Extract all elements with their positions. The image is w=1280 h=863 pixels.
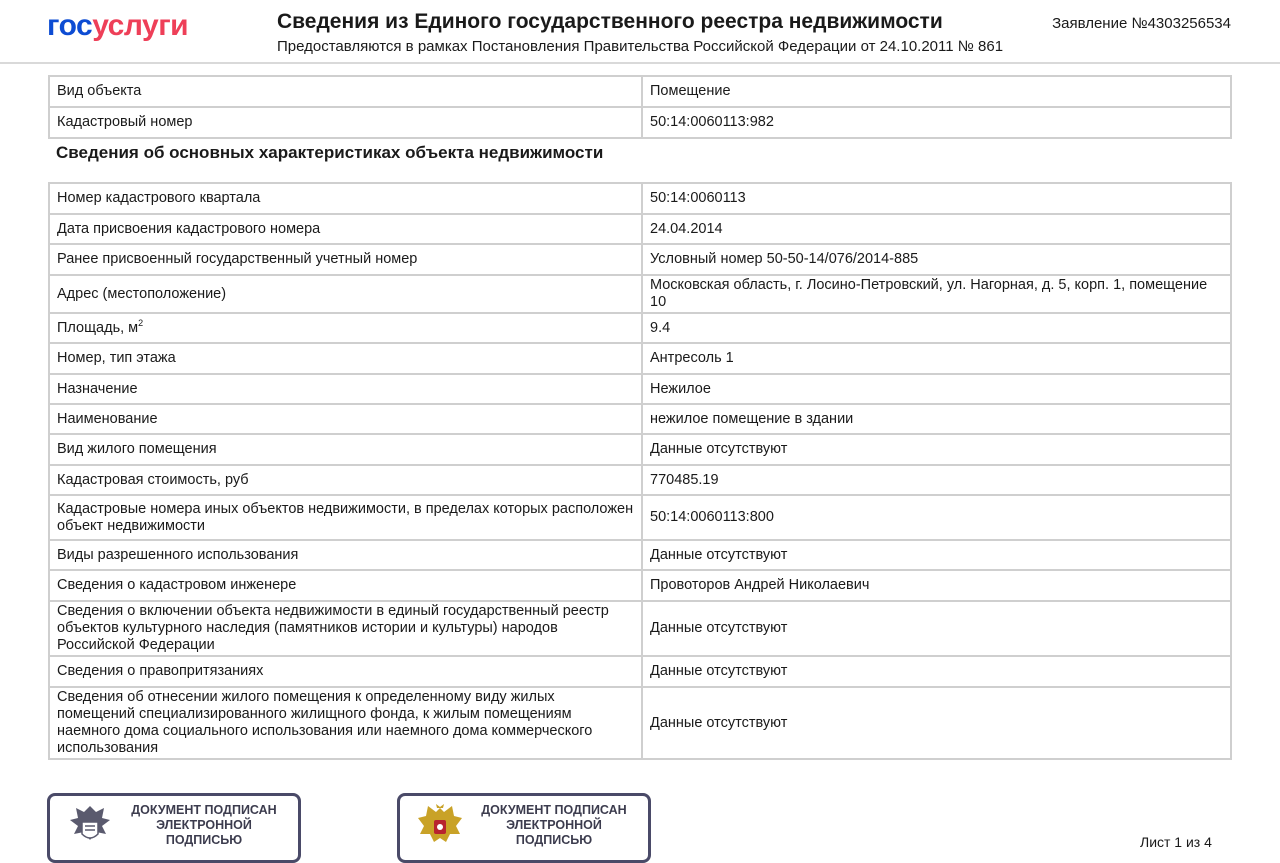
row-label: Наименование <box>49 404 642 434</box>
row-label: Ранее присвоенный государственный учетный номер <box>49 244 642 275</box>
row-label: Виды разрешенного использования <box>49 540 642 570</box>
table-row <box>49 275 1231 313</box>
row-label: Дата присвоения кадастрового номера <box>49 214 642 244</box>
rosreestr-emblem-icon <box>66 802 114 852</box>
area-unit-superscript: 2 <box>138 317 144 328</box>
electronic-signature-stamp[interactable] <box>47 793 301 863</box>
row-value: 50:14:0060113:800 <box>642 495 1231 540</box>
area-label <box>49 313 642 343</box>
logo-part-uslugi: услуги <box>92 9 189 42</box>
page-number: Лист 1 из 4 <box>1140 834 1212 850</box>
row-label: Номер кадастрового квартала <box>49 183 642 214</box>
object-type-label: Вид объекта <box>49 76 642 107</box>
document-title: Сведения из Единого государственного реестра недвижимости <box>277 10 943 33</box>
table-row <box>49 495 1231 540</box>
row-value: Условный номер 50-50-14/076/2014-885 <box>642 244 1231 275</box>
application-number: Заявление №4303256534 <box>1052 15 1231 32</box>
table-row <box>49 601 1231 656</box>
table-row <box>49 570 1231 601</box>
electronic-signature-stamp[interactable] <box>397 793 651 863</box>
cadastral-number-value: 50:14:0060113:982 <box>642 107 1231 138</box>
row-value: 24.04.2014 <box>642 214 1231 244</box>
stamp-text: ДОКУМЕНТ ПОДПИСАН ЭЛЕКТРОННОЙ ПОДПИСЬЮ <box>481 803 627 847</box>
stamp-text: ДОКУМЕНТ ПОДПИСАН ЭЛЕКТРОННОЙ ПОДПИСЬЮ <box>131 803 277 847</box>
characteristics-table <box>48 182 1232 760</box>
row-label: Вид жилого помещения <box>49 434 642 465</box>
row-value: Данные отсутствуют <box>642 601 1231 656</box>
row-value: Данные отсутствуют <box>642 540 1231 570</box>
row-label: Сведения о кадастровом инженере <box>49 570 642 601</box>
row-label: Сведения о правопритязаниях <box>49 656 642 687</box>
row-value: Данные отсутствуют <box>642 434 1231 465</box>
table-row <box>49 404 1231 434</box>
row-value: Данные отсутствуют <box>642 687 1231 759</box>
cadastral-number-label: Кадастровый номер <box>49 107 642 138</box>
row-label: Кадастровые номера иных объектов недвижимости, в пределах которых расположен объект недвижимости <box>49 495 642 540</box>
object-type-value: Помещение <box>642 76 1231 107</box>
document-subtitle: Предоставляются в рамках Постановления Правительства Российской Федерации от 24.10.2011 № 861 <box>277 38 1004 55</box>
page-header <box>0 0 1280 64</box>
table-row <box>49 465 1231 495</box>
row-label: Адрес (местоположение) <box>49 275 642 313</box>
row-label: Номер, тип этажа <box>49 343 642 374</box>
table-row <box>49 343 1231 374</box>
table-row <box>49 107 1231 138</box>
row-value: нежилое помещение в здании <box>642 404 1231 434</box>
row-value: 50:14:0060113 <box>642 183 1231 214</box>
table-row <box>49 183 1231 214</box>
table-row <box>49 687 1231 759</box>
row-value: 9.4 <box>642 313 1231 343</box>
table-row <box>49 214 1231 244</box>
row-value: Провоторов Андрей Николаевич <box>642 570 1231 601</box>
row-value: Данные отсутствуют <box>642 656 1231 687</box>
table-row <box>49 434 1231 465</box>
gosuslugi-logo[interactable] <box>47 8 188 44</box>
table-row <box>49 313 1231 343</box>
row-label: Назначение <box>49 374 642 404</box>
table-row <box>49 656 1231 687</box>
row-label: Сведения о включении объекта недвижимости в единый государственный реестр объектов культурного наследия (памятников истории и культуры) народов Российской Федерации <box>49 601 642 656</box>
row-value: 770485.19 <box>642 465 1231 495</box>
row-label: Кадастровая стоимость, руб <box>49 465 642 495</box>
table-row <box>49 244 1231 275</box>
logo-part-gos: гос <box>47 9 93 42</box>
row-value: Антресоль 1 <box>642 343 1231 374</box>
section-title: Сведения об основных характеристиках объекта недвижимости <box>56 143 604 162</box>
row-value: Московская область, г. Лосино-Петровский, ул. Нагорная, д. 5, корп. 1, помещение 10 <box>642 275 1231 313</box>
object-info-table <box>48 75 1232 139</box>
row-value: Нежилое <box>642 374 1231 404</box>
row-label: Сведения об отнесении жилого помещения к определенному виду жилых помещений специализированного жилищного фонда, к жилым помещениям наемного дома социального использования или наемного дома коммерческого использования <box>49 687 642 759</box>
russian-coat-of-arms-icon <box>416 802 464 852</box>
table-row <box>49 540 1231 570</box>
table-row <box>49 76 1231 107</box>
table-row <box>49 374 1231 404</box>
area-label-text: Площадь, м <box>57 319 139 336</box>
